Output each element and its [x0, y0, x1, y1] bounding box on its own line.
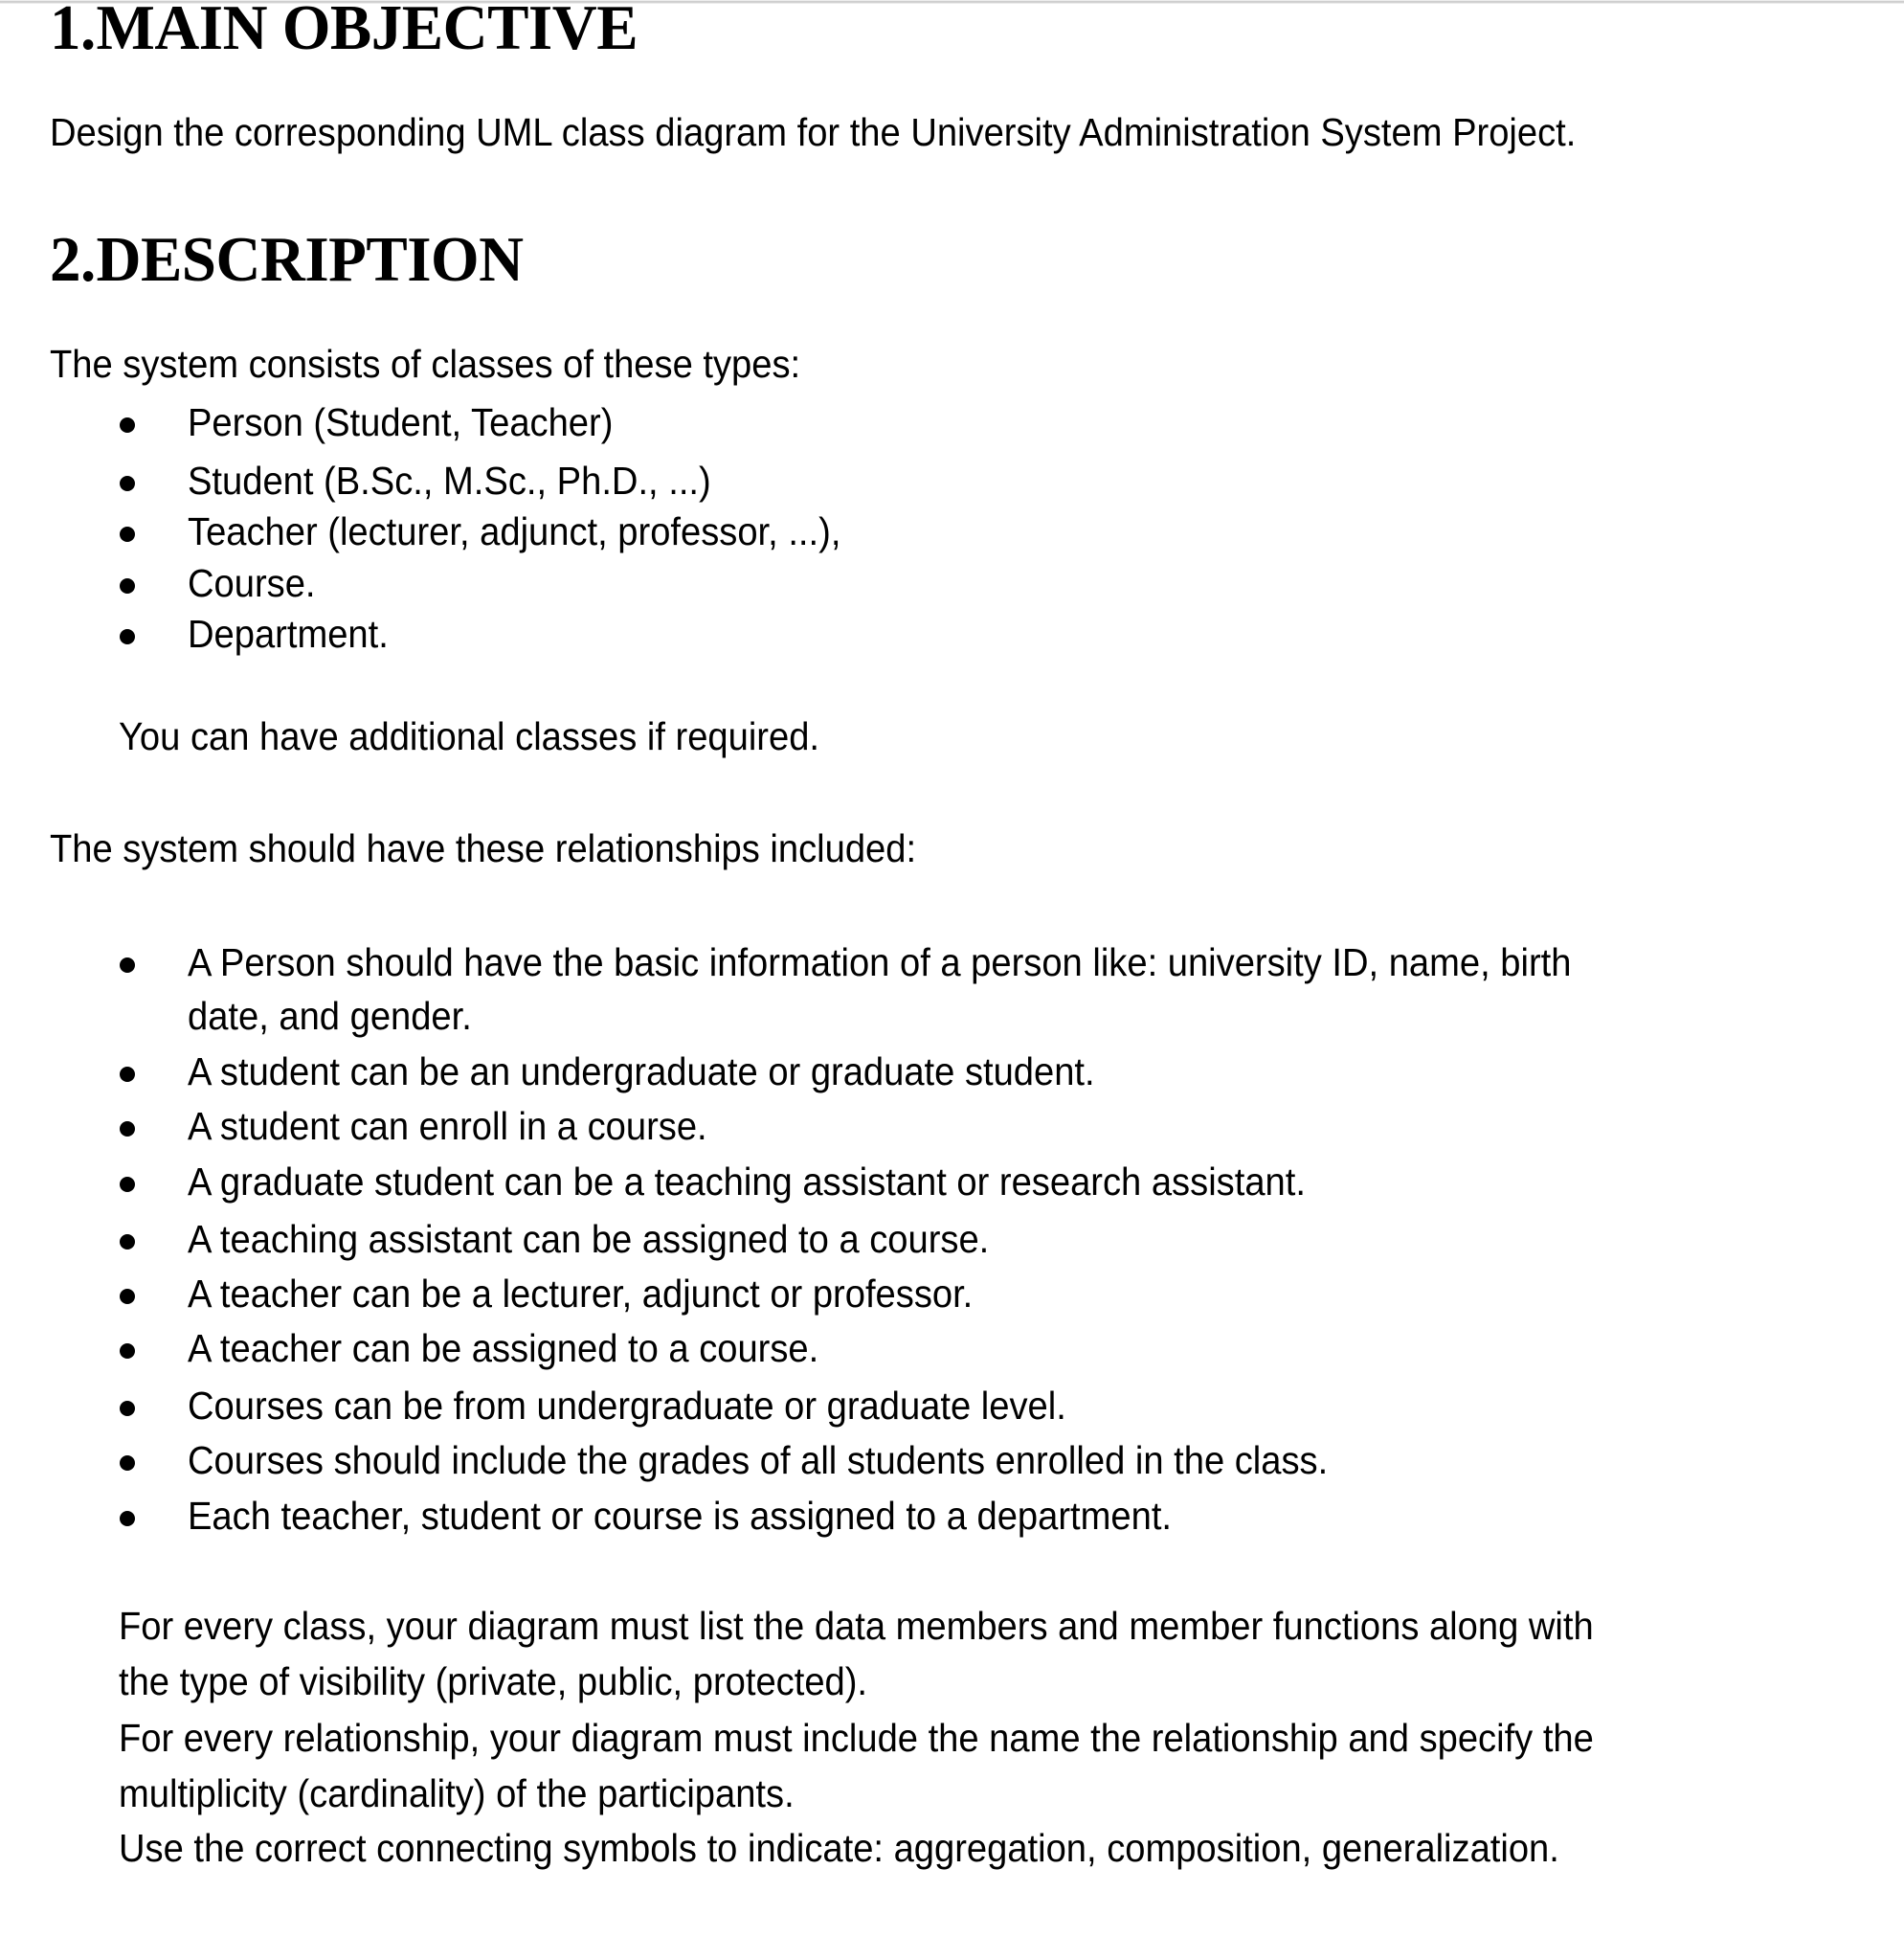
- relationship-item: A graduate student can be a teaching assistant or research assistant.: [188, 1160, 1306, 1204]
- relationship-requirement: For every relationship, your diagram must include the name the relationship and specify the: [119, 1716, 1594, 1760]
- relationship-item: Each teacher, student or course is assigned to a department.: [188, 1494, 1173, 1538]
- bullet-icon: [120, 1121, 135, 1137]
- relationship-item: A Person should have the basic information of a person like: university ID, name, birth: [188, 940, 1572, 984]
- relationship-item: Courses should include the grades of all students enrolled in the class.: [188, 1438, 1329, 1482]
- bullet-icon: [120, 417, 135, 433]
- bullet-icon: [120, 1401, 135, 1416]
- bullet-icon: [120, 476, 135, 491]
- class-type-item: Course.: [188, 561, 316, 605]
- bullet-icon: [120, 629, 135, 644]
- section-1-number: 1.: [50, 0, 96, 63]
- classes-intro: The system consists of classes of these types:: [50, 342, 801, 386]
- objective-paragraph: Design the corresponding UML class diagram for the University Administration System Project.: [50, 110, 1577, 154]
- relationship-item: Courses can be from undergraduate or graduate level.: [188, 1384, 1066, 1428]
- bullet-icon: [120, 1234, 135, 1250]
- relationship-item: A teacher can be assigned to a course.: [188, 1326, 819, 1370]
- class-type-item: Student (B.Sc., M.Sc., Ph.D., ...): [188, 459, 711, 503]
- relationship-item: A teaching assistant can be assigned to a course.: [188, 1217, 990, 1261]
- section-2-number: 2.: [50, 224, 96, 295]
- class-members-requirement: For every class, your diagram must list the data members and member functions along with: [119, 1604, 1594, 1648]
- class-type-item: Department.: [188, 612, 389, 656]
- additional-classes-note: You can have additional classes if required.: [119, 714, 820, 758]
- section-1-heading: [50, 0, 638, 63]
- bullet-icon: [120, 1511, 135, 1526]
- class-type-item: Teacher (lecturer, adjunct, professor, ...),: [188, 509, 841, 553]
- section-2-heading: [50, 224, 524, 295]
- relationship-item: A student can be an undergraduate or graduate student.: [188, 1049, 1095, 1093]
- class-members-requirement-continuation: the type of visibility (private, public, protected).: [119, 1659, 868, 1703]
- bullet-icon: [120, 1289, 135, 1304]
- relationship-item: A teacher can be a lecturer, adjunct or professor.: [188, 1272, 974, 1316]
- bullet-icon: [120, 1343, 135, 1359]
- bullet-icon: [120, 1455, 135, 1471]
- bullet-icon: [120, 957, 135, 973]
- section-1-title: MAIN OBJECTIVE: [96, 0, 638, 63]
- section-2-title: DESCRIPTION: [96, 224, 524, 295]
- relationship-item-continuation: date, and gender.: [188, 994, 472, 1038]
- bullet-icon: [120, 1067, 135, 1082]
- relationship-requirement-continuation: multiplicity (cardinality) of the participants.: [119, 1771, 795, 1815]
- class-type-item: Person (Student, Teacher): [188, 400, 614, 444]
- symbols-requirement: Use the correct connecting symbols to indicate: aggregation, composition, generalization.: [119, 1826, 1559, 1870]
- relationships-intro: The system should have these relationships included:: [50, 826, 917, 870]
- relationship-item: A student can enroll in a course.: [188, 1104, 707, 1148]
- bullet-icon: [120, 527, 135, 542]
- bullet-icon: [120, 1177, 135, 1192]
- bullet-icon: [120, 578, 135, 594]
